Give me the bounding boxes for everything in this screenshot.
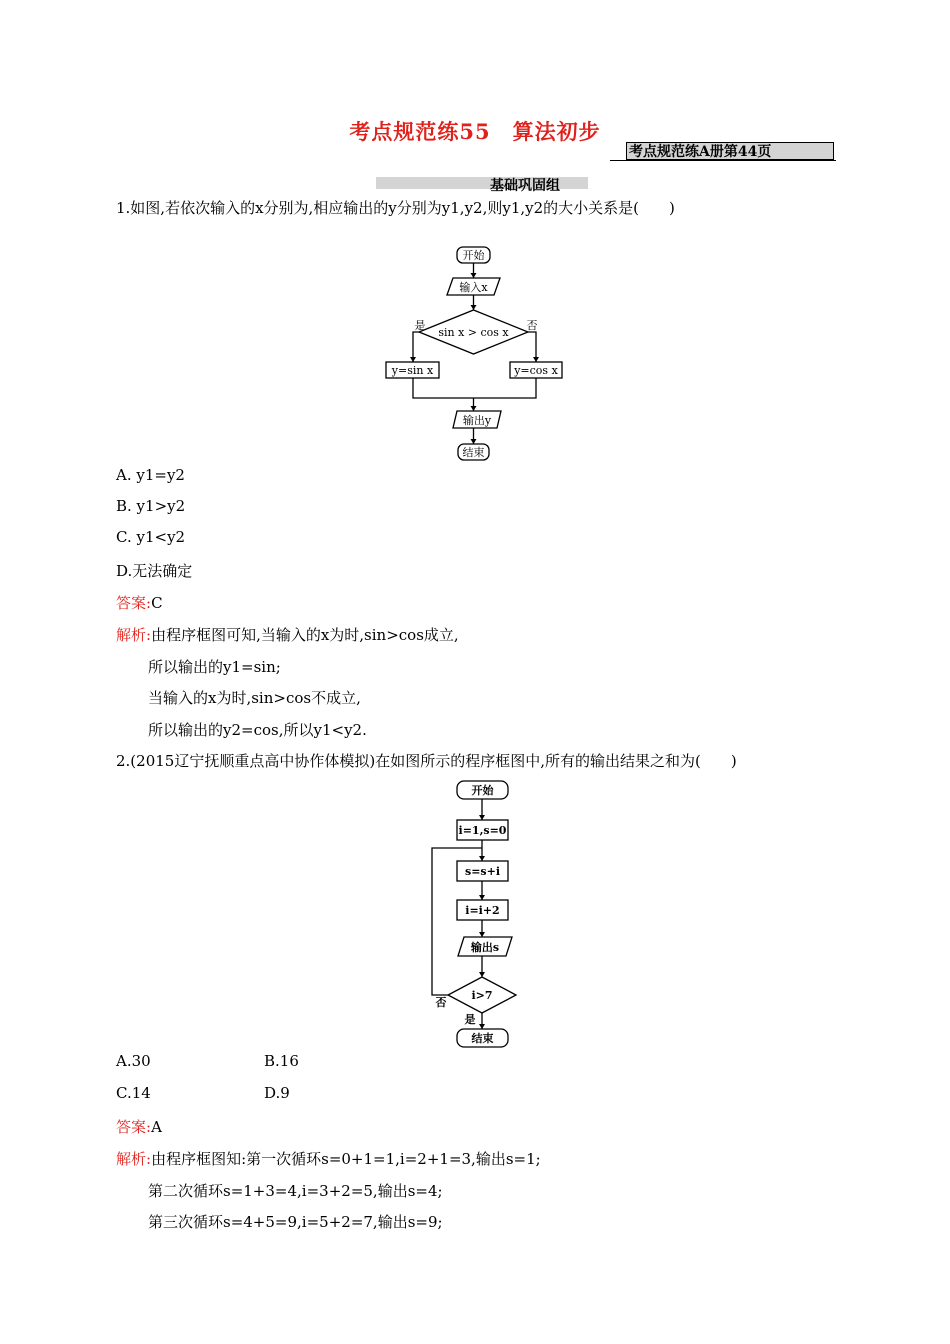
q1-option-b: B. y1>y2	[116, 497, 186, 515]
q1-option-d: D.无法确定	[116, 562, 193, 580]
q2-analysis-line-3: 第三次循环s=4+5=9,i=5+2=7,输出s=9;	[148, 1213, 443, 1231]
page-title: 考点规范练55 算法初步	[349, 119, 601, 144]
q2-analysis-text-1: 由程序框图知:第一次循环s=0+1=1,i=2+1=3,输出s=1;	[151, 1150, 541, 1168]
q2-answer	[116, 1116, 162, 1137]
fc1-no-label: 否	[526, 319, 538, 332]
fc2-step1-text: s=s+i	[465, 865, 500, 878]
q1-analysis-line-2: 所以输出的y1=sin;	[148, 658, 281, 676]
fc1-yes-label: 是	[414, 319, 426, 332]
q1-analysis-line-1	[116, 624, 459, 645]
fc2-init-text: i=1,s=0	[458, 824, 507, 837]
q2-option-a: A.30	[116, 1052, 151, 1070]
q1-option-a: A. y1=y2	[116, 466, 185, 484]
question-2-stem: 2.(2015辽宁抚顺重点高中协作体模拟)在如图所示的程序框图中,所有的输出结果之和为( )	[116, 752, 737, 770]
q2-answer-value: A	[151, 1118, 162, 1136]
q2-analysis-line-2: 第二次循环s=1+3=4,i=3+2=5,输出s=4;	[148, 1182, 443, 1200]
fc2-output-text: 输出s	[470, 941, 500, 954]
fc1-cond-text: sin x > cos x	[438, 326, 509, 339]
fc1-output-text: 输出y	[462, 414, 492, 427]
q1-answer	[116, 592, 163, 613]
fc1-start-text: 开始	[462, 249, 485, 262]
question-1-stem: 1.如图,若依次输入的x分别为,相应输出的y分别为y1,y2,则y1,y2的大小关系是( )	[116, 199, 675, 217]
q1-answer-label: 答案:	[116, 594, 152, 612]
q2-option-c: C.14	[116, 1084, 151, 1102]
q1-option-c: C. y1<y2	[116, 528, 186, 546]
q2-answer-label: 答案:	[116, 1118, 152, 1136]
fc2-yes-label: 是	[464, 1013, 476, 1026]
fc2-cond-text: i>7	[471, 989, 493, 1002]
fc1-left-text: y=sin x	[391, 364, 434, 377]
reference-underline	[610, 160, 836, 161]
q2-option-b: B.16	[264, 1052, 299, 1070]
group-title: 基础巩固组	[490, 178, 560, 194]
q2-analysis-label: 解析:	[116, 1150, 152, 1168]
fc2-no-label: 否	[435, 996, 447, 1009]
flowchart-1	[380, 240, 570, 465]
fc2-start-text: 开始	[471, 784, 494, 797]
fc1-input-text: 输入x	[459, 281, 488, 294]
book-reference: 考点规范练A册第44页	[626, 142, 834, 160]
fc1-end-text: 结束	[462, 446, 485, 459]
q1-analysis-label: 解析:	[116, 626, 152, 644]
q1-answer-value: C	[151, 594, 163, 612]
fc1-right-text: y=cos x	[514, 364, 558, 377]
q2-option-d: D.9	[264, 1084, 290, 1102]
q1-analysis-text-1: 由程序框图可知,当输入的x为时,sin>cos成立,	[151, 626, 459, 644]
fc2-step2-text: i=i+2	[465, 904, 500, 917]
flowchart-2	[420, 775, 530, 1053]
q1-analysis-line-3: 当输入的x为时,sin>cos不成立,	[148, 689, 361, 707]
q1-analysis-line-4: 所以输出的y2=cos,所以y1<y2.	[148, 721, 367, 739]
q2-analysis-line-1	[116, 1148, 541, 1169]
fc2-end-text: 结束	[471, 1032, 494, 1045]
